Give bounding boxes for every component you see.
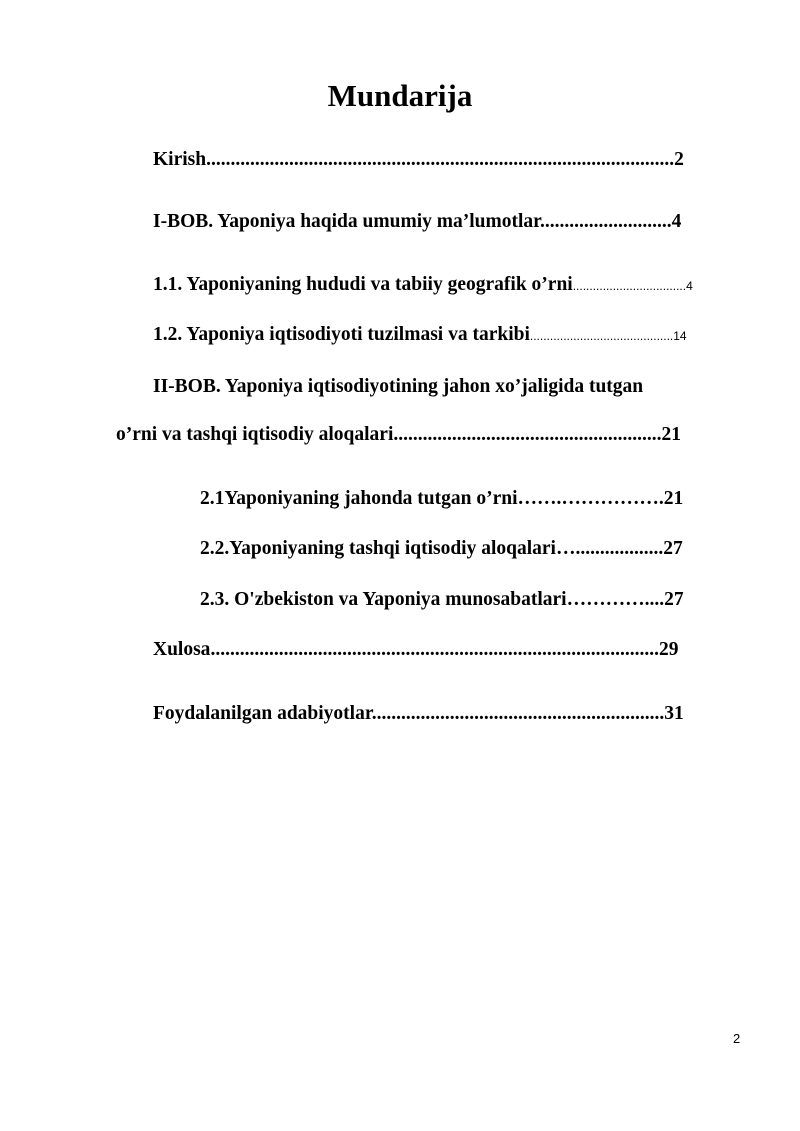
toc-page-number: 27 — [663, 538, 683, 559]
toc-entry-kirish[interactable] — [153, 148, 684, 172]
toc-leader-dots: ………….... — [566, 589, 665, 610]
toc-page-number: 4 — [671, 211, 682, 232]
toc-entry-2-3[interactable] — [200, 588, 684, 612]
toc-page-number: 27 — [664, 589, 684, 610]
toc-entry-xulosa[interactable] — [153, 638, 678, 662]
toc-entry-title: Xulosa — [153, 639, 211, 660]
toc-entry-title: 2.2.Yaponiyaning tashqi iqtisodiy aloqalari — [200, 538, 556, 559]
toc-entry-title: o’rni va tashqi iqtisodiy aloqalari — [116, 424, 394, 445]
toc-entry-title: I-BOB. Yaponiya haqida umumiy ma’lumotlar — [153, 211, 541, 232]
toc-page-number: 14 — [673, 329, 687, 343]
toc-page-number: 2 — [674, 149, 684, 170]
toc-entry-title: Foydalanilgan adabiyotlar — [153, 703, 372, 724]
toc-leader-dots: ….................. — [555, 538, 664, 559]
toc-leader-dots: ........................... — [540, 211, 672, 232]
toc-page-number: 31 — [664, 703, 684, 724]
toc-entry-title: 2.3. O'zbekiston va Yaponiya munosabatlari — [200, 589, 567, 610]
toc-entry-bob-2-line-2[interactable] — [116, 423, 681, 447]
toc-entry-title: 1.1. Yaponiyaning hududi va tabiiy geografik o’rni — [153, 274, 573, 295]
toc-entry-foydalanilgan-adabiyotlar[interactable] — [153, 702, 684, 726]
toc-entry-1-2[interactable] — [153, 323, 687, 348]
toc-page-number: 29 — [658, 639, 679, 660]
toc-entry-2-2[interactable] — [200, 537, 683, 561]
toc-entry-title: II-BOB. Yaponiya iqtisodiyotining jahon xo’jaligida tutgan — [153, 376, 644, 397]
toc-leader-dots: .................................. — [572, 279, 687, 293]
toc-leader-dots: ........................................... — [529, 329, 674, 343]
toc-page-number: 21 — [661, 424, 682, 445]
toc-entry-title: Kirish — [153, 149, 207, 170]
page-title: Mundarija — [327, 78, 473, 113]
toc-page-number: 4 — [686, 279, 693, 293]
toc-entry-bob-2-line-1[interactable] — [153, 375, 643, 399]
toc-leader-dots: ............................................................................................ — [210, 639, 659, 660]
toc-leader-dots: ....................................................... — [393, 424, 662, 445]
toc-leader-dots: ............................................................ — [371, 703, 665, 724]
toc-entry-bob-1[interactable] — [153, 210, 681, 234]
toc-entry-1-1[interactable] — [153, 273, 693, 298]
toc-leader-dots: …….……………. — [517, 488, 664, 509]
toc-entry-2-1[interactable] — [200, 487, 683, 511]
toc-leader-dots: ................................................................................................ — [206, 149, 675, 170]
toc-page-number: 21 — [663, 488, 684, 509]
toc-entry-title: 1.2. Yaponiya iqtisodiyoti tuzilmasi va tarkibi — [153, 324, 530, 345]
footer-page-number: 2 — [733, 1031, 741, 1046]
toc-entry-title: 2.1Yaponiyaning jahonda tutgan o’rni — [200, 488, 518, 509]
